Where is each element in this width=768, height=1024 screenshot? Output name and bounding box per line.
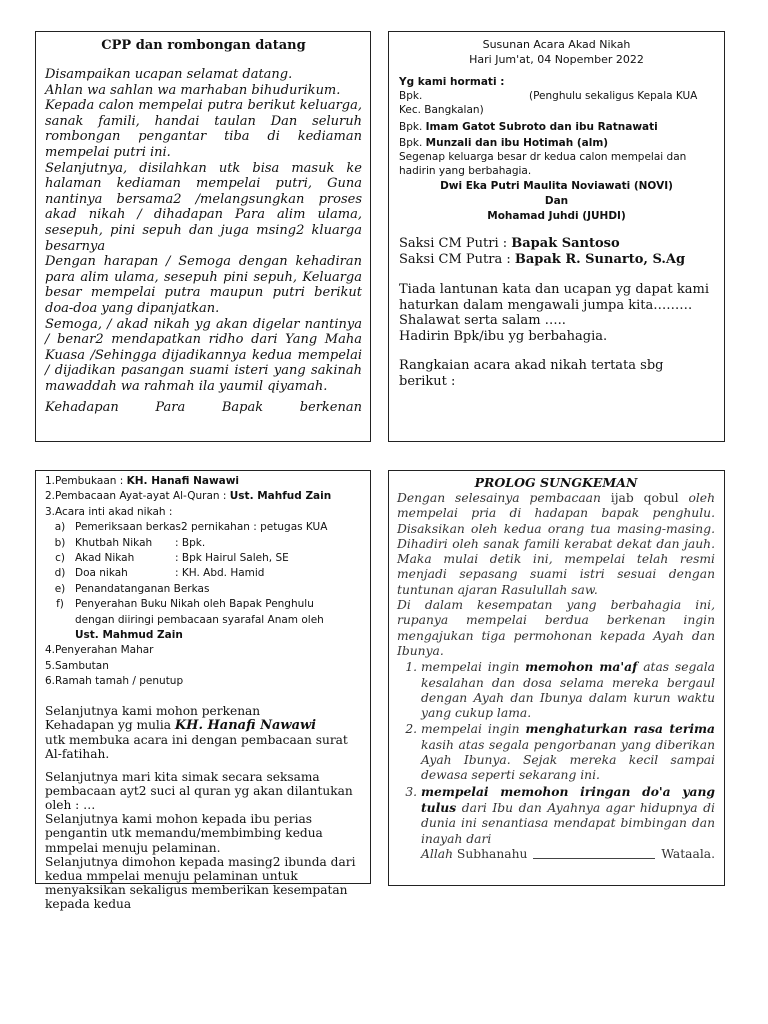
subitem-text: Penyerahan Buku Nikah oleh Bapak Penghulu dengan diiringi pembacaan syarafal Anam oleh [75,598,324,626]
prolog-title: PROLOG SUNGKEMAN [474,475,638,490]
agenda-subitem [45,536,362,551]
welcome-body [45,67,362,416]
subitem-value: : Bpk Hairul Saleh, SE [175,552,289,565]
guest-bpk2 [399,120,714,134]
panel-agenda [35,470,371,912]
rangkaian-text: Rangkaian acara akad nikah tertata sbg berikut : [399,358,664,389]
guest-bpk2-prefix: Bpk. [399,121,423,133]
prolog-emphasis: menghaturkan rasa terima [525,721,715,737]
subitem-key: Doa nikah [75,567,128,580]
welcome-paragraph: Selanjutnya, disilahkan utk bisa masuk ke halaman kediaman mempelai putri, Guna nantinya bersama2 /melangsungkan proses akad nikah / dihadapan Para alim ulama, sesepuh, pini sepuh dan juga msing2 kluarga besarnya [45,160,362,254]
opening-text: Tiada lantunan kata dan ucapan yg dapat kami haturkan dalam mengawali jumpa kita……… [399,282,709,313]
witness-groom-label: Saksi CM Putra : [399,252,511,267]
prolog-text: mempelai ingin [421,722,520,737]
welcome-title: CPP dan rombongan datang [101,38,306,53]
subitem-value: : Bpk. [175,536,206,549]
agenda-item-label: 2.Pembacaan Ayat-ayat Al-Quran : [45,490,227,503]
hadirin-text: Hadirin Bpk/ibu yg berbahagia. [399,328,608,344]
note-line: utk membuka acara ini dengan pembacaan surat Al-fatihah. [45,733,348,762]
agenda-subitem [45,582,362,597]
prolog-text: atas segala kesalahan dan dosa selama mereka bergaul dengan Ayah dan Ibunya dalam kurun waktu yang cukup lama. [421,660,715,721]
prolog-paragraph [397,491,715,598]
welcome-paragraph: Dengan harapan / Semoga dengan kehadiran para alim ulama, sesepuh pini sepuh, Keluarga besar mempelai putra maupun putri berikut doa-doa yang dipanjatkan. [45,254,362,316]
subitem-text: Pemeriksaan berkas2 pernikahan : petugas KUA [75,521,328,534]
guest-bpk3 [399,136,714,150]
subitem-key: Khutbah Nikah [75,536,153,549]
agenda-item [45,489,362,504]
prolog-emphasis: mempelai memohon iringan do'a yang tulus [421,783,715,815]
prolog-list [397,659,715,862]
prolog-text: kasih atas segala pengorbanan yang diberikan Ayah Ibunya. Sejak mereka kecil sampai dewasa seperti sekarang ini. [421,737,715,783]
note-line: Selanjutnya kami mohon perkenan [45,703,261,718]
subitem-mark: d) [54,567,66,580]
guest-bpk1-prefix: Bpk. [399,90,423,102]
prolog-paragraph: Di dalam kesempatan yang berbahagia ini, rupanya mempelai berdua berkenan ingin mengajukan tiga permohonan kepada Ayah dan Ibunya. [397,598,715,658]
agenda-subitem [45,597,362,628]
witness-bride [399,236,714,252]
agenda-item-person: KH. Hanafi Nawawi [126,475,240,487]
prolog-list-item [421,784,715,862]
panel-schedule-intro [388,31,725,442]
agenda-item-label: 1.Pembukaan : [45,475,124,487]
guest-bpk1 [399,89,714,103]
agenda-item [45,474,362,489]
guest-bpk3-name: Munzali dan ibu Hotimah (alm) [425,137,609,149]
welcome-paragraph: Semoga, / akad nikah yg akan digelar nantinya / benar2 mendapatkan ridho dari Yang Maha Kuasa /Sehingga dijadikannya kedua mempelai / dijadikan pasangan suami isteri yang sakinah mawaddah wa rahmah ila yaumil qiyamah. [45,316,362,394]
guest-bpk1-role: (Penghulu sekaligus Kepala KUA [529,90,698,102]
note-paragraph: Selanjutnya mari kita simak secara seksama pembacaan ayt2 suci al quran yg akan dilantukan oleh : … [45,769,353,812]
subitem-mark: e) [54,582,66,595]
subitem-mark: c) [55,552,65,565]
subitem-value: : KH. Abd. Hamid [175,567,265,580]
welcome-paragraph: Ahlan wa sahlan wa marhaban bihudurikum. [45,82,341,98]
prolog-emphasis: memohon ma'af [525,659,638,675]
bride-name: Dwi Eka Putri Maulita Noviawati (NOVI) [440,180,673,192]
agenda-item-person: Ust. Mahfud Zain [229,490,332,503]
prolog-last-line [421,847,715,862]
note-line [45,718,362,733]
prolog-text: Dengan selesainya pembacaan [397,491,601,505]
welcome-paragraph: Kehadapan Para Bapak berkenan [45,400,362,416]
prolog-body [397,491,715,862]
underline-divider [533,847,655,859]
subitem-mark: b) [54,536,66,549]
prolog-text: ijab qobul [610,491,679,505]
family-greeting: Segenap keluarga besar dr kedua calon mempelai dan hadirin yang berbahagia. [399,151,687,177]
prolog-text: Allah [421,846,453,861]
agenda-list [45,474,362,690]
prolog-allah [421,847,527,862]
prolog-text: Wataala. [661,846,715,861]
note-paragraph: Selanjutnya dimohon kepada masing2 ibunda dari kedua mmpelai menuju pelaminan untuk menyaksikan sekaligus memberikan kesempatan kepada kedua [45,854,356,912]
witness-bride-label: Saksi CM Putri : [399,236,508,251]
shalawat-text: Shalawat serta salam ….. [399,313,566,329]
schedule-date: Hari Jum'at, 04 Nopember 2022 [469,53,644,66]
subitem-mark: f) [56,598,64,611]
note-text: Kehadapan yg mulia [45,717,171,732]
agenda-item: 6.Ramah tamah / penutup [45,675,184,688]
witness-groom-name: Bapak R. Sunarto, S.Ag [514,252,686,267]
note-paragraph: Selanjutnya kami mohon kepada ibu perias pengantin utk memandu/membimbing kedua mmpelai menuju pelaminan. [45,812,323,855]
witness-bride-name: Bapak Santoso [511,236,620,251]
agenda-item: 3.Acara inti akad nikah : [45,505,173,518]
prolog-text: dari Ibu dan Ayahnya agar hidupnya di dunia ini senantiasa mendapat bimbingan dan inayah dari [421,800,715,846]
agenda-item: 5.Sambutan [45,659,109,672]
agenda-notes [45,704,362,912]
prolog-list-item [421,721,715,783]
agenda-subitem [45,520,362,535]
panel-prolog [388,470,725,886]
prolog-text: Subhanahu [456,846,528,861]
witness-groom [399,252,714,268]
dan-label: Dan [544,195,569,207]
prolog-list-item [421,659,715,721]
schedule-title: Susunan Acara Akad Nikah [482,38,631,51]
agenda-item: 4.Penyerahan Mahar [45,644,154,657]
greeting: Yg kami hormati : [399,76,505,88]
subitem-text: Penandatanganan Berkas [75,582,210,595]
agenda-subitem [45,551,362,566]
guest-bpk2-name: Imam Gatot Subroto dan ibu Ratnawati [425,121,658,133]
welcome-paragraph: Kepada calon mempelai putra berikut keluarga, sanak famili, handai taulan Dan seluruh rombongan pengantar tiba di kediaman mempelai putri ini. [45,98,362,160]
agenda-reader: Ust. Mahmud Zain [75,629,183,642]
groom-name: Mohamad Juhdi (JUHDI) [487,210,626,222]
welcome-paragraph: Disampaikan ucapan selamat datang. [45,67,293,82]
subitem-mark: a) [54,521,66,534]
prolog-text: oleh mempelai pria di hadapan bapak penghulu. Disaksikan oleh kedua orang tua masing-masing. Dihadiri oleh sanak famili kerabat dekat dan jauh. Maka mulai detik ini, mempelai telah resmi menjadi sepasang suami istri sesuai dengan tuntunan ajaran Rasulullah saw. [397,491,715,597]
guest-bpk1-role-cont: Kec. Bangkalan) [399,104,484,116]
agenda-subitem [45,566,362,581]
note-person: KH. Hanafi Nawawi [174,717,317,733]
subitem-key: Akad Nikah [75,552,135,565]
guest-bpk3-prefix: Bpk. [399,137,423,149]
prolog-text: mempelai ingin [421,660,520,675]
panel-welcome [35,31,371,442]
